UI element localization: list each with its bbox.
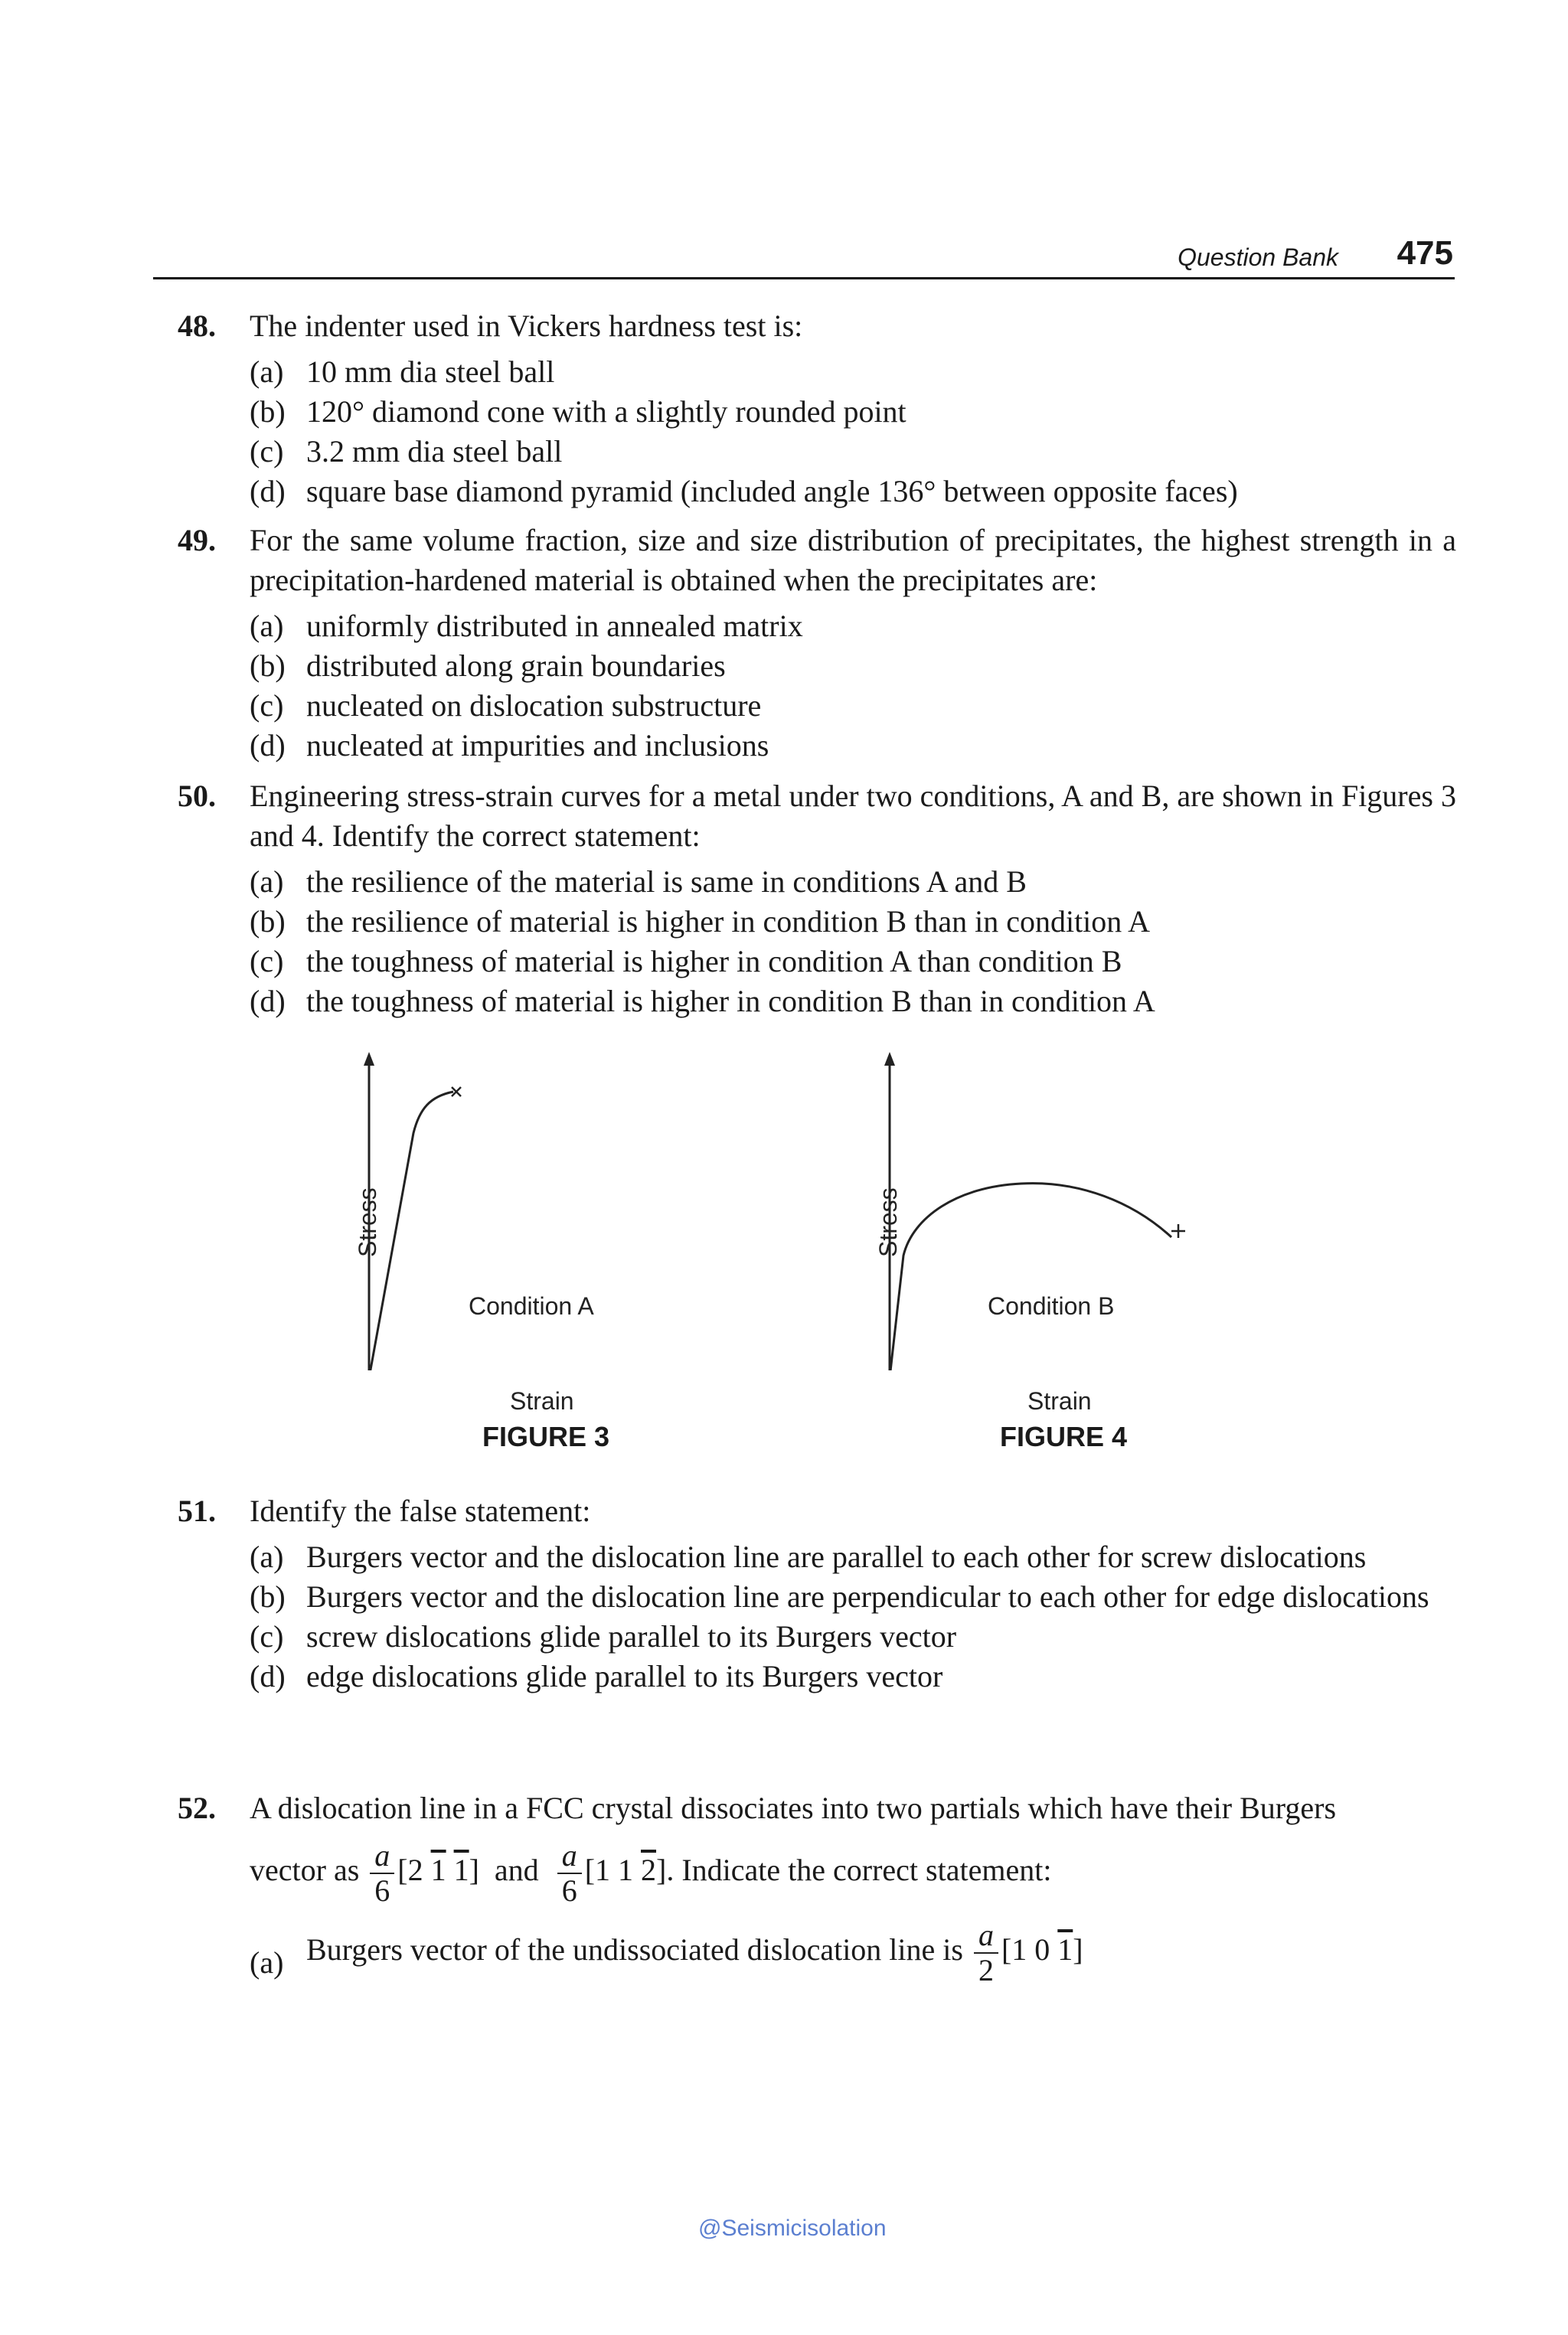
line-suffix: . Indicate the correct statement: [666,1853,1052,1888]
question-49 [178,521,1456,766]
question-51 [178,1491,1456,1697]
option-text: the toughness of material is higher in condition A than condition B [306,944,1122,978]
options-list [250,352,1456,511]
page-number: 475 [1396,234,1453,272]
option-d [250,472,1456,511]
option-label: (a) [250,354,284,389]
option-a [250,862,1456,902]
option-text: 3.2 mm dia steel ball [306,434,563,469]
fracture-mark [1171,1224,1185,1238]
option-b [250,392,1456,432]
page-header [153,230,1455,279]
option-a [250,1537,1456,1577]
figure-3 [329,1049,743,1462]
line-prefix: vector as [250,1853,360,1888]
options-list [250,862,1456,1021]
denominator: 6 [561,1873,577,1908]
option-text: uniformly distributed in annealed matrix [306,609,803,643]
stress-strain-plot-b [850,1049,1279,1370]
option-text: 10 mm dia steel ball [306,354,555,389]
option-text: Burgers vector of the undissociated dislocation line is [306,1932,963,1968]
and-word: and [494,1853,539,1888]
option-label: (d) [250,984,286,1018]
condition-label: Condition A [469,1292,594,1320]
y-axis-arrow [884,1052,895,1066]
running-title: Question Bank [1178,243,1338,271]
option-c [250,1617,1456,1657]
x-axis-label: Strain [510,1387,574,1415]
option-label: (b) [250,648,286,683]
options-list [250,606,1456,766]
option-label: (d) [250,1659,286,1693]
option-text: nucleated at impurities and inclusions [306,728,769,763]
option-label: (b) [250,394,286,429]
question-number: 52. [178,1791,216,1825]
y-axis-arrow [364,1052,374,1066]
fraction-a-over-6-b [557,1839,582,1908]
denominator: 2 [978,1953,994,1987]
option-text: Burgers vector and the dislocation line are perpendicular to each other for edge dislocations [306,1579,1429,1614]
denominator: 6 [374,1873,390,1908]
option-text: edge dislocations glide parallel to its Burgers vector [306,1659,943,1693]
miller-index-1-1-2bar: [1 1 2] [584,1853,667,1888]
option-c [250,942,1456,981]
option-a [250,352,1456,392]
option-text: 120° diamond cone with a slightly rounded point [306,394,906,429]
question-50 [178,776,1456,1021]
option-label: (c) [250,1619,284,1654]
stress-strain-plot-a [329,1049,743,1370]
option-b [250,902,1456,942]
question-48 [178,306,1456,511]
options-list [250,1537,1456,1697]
option-c [250,686,1456,726]
option-a [250,1919,1456,1987]
option-text: the resilience of material is higher in condition B than in condition A [306,904,1150,939]
question-stem: A dislocation line in a FCC crystal dissociates into two partials which have their Burgers [250,1791,1337,1825]
x-axis-label: Strain [1027,1387,1092,1415]
option-d [250,726,1456,766]
question-stem: Identify the false statement: [250,1494,591,1528]
option-d [250,981,1456,1021]
question-52 [178,1788,1456,1987]
numerator: a [557,1839,582,1874]
fraction-a-over-2 [974,1919,998,1987]
question-number: 51. [178,1494,216,1528]
option-text: Burgers vector and the dislocation line are parallel to each other for screw dislocations [306,1540,1367,1574]
option-b [250,646,1456,686]
option-text: the toughness of material is higher in condition B than in condition A [306,984,1155,1018]
option-c [250,432,1456,472]
numerator: a [974,1919,998,1954]
figure-caption: FIGURE 3 [482,1421,610,1452]
y-axis-label: Stress [354,1187,381,1257]
miller-index-2-1bar-1bar: [2 1 1] [397,1853,479,1888]
question-number: 49. [178,523,216,557]
burgers-vector-line [250,1839,1456,1908]
option-text: screw dislocations glide parallel to its Burgers vector [306,1619,957,1654]
option-label: (a) [250,1540,284,1574]
option-a [250,606,1456,646]
question-stem: For the same volume fraction, size and size distribution of precipitates, the highest strength in a precipitation-hardened material is obtained when the precipitates are: [250,523,1456,597]
option-label: (b) [250,904,286,939]
watermark: @Seismicisolation [698,2216,887,2241]
curve-condition-b [890,1184,1171,1370]
option-label: (d) [250,728,286,763]
question-number: 50. [178,779,216,813]
question-number: 48. [178,309,216,343]
y-axis-label: Stress [874,1187,902,1257]
option-label: (c) [250,434,284,469]
options-list [250,1919,1456,1987]
option-label: (d) [250,474,286,508]
option-text: nucleated on dislocation substructure [306,688,762,723]
option-label: (c) [250,688,284,723]
option-label: (c) [250,944,284,978]
question-stem: Engineering stress-strain curves for a metal under two conditions, A and B, are shown in Figures 3 and 4. Identify the correct statement: [250,779,1456,853]
figure-4 [850,1049,1279,1462]
miller-index-1-0-1bar: [1 0 1] [1001,1932,1083,1968]
condition-label: Condition B [988,1292,1115,1320]
option-label: (a) [250,609,284,643]
numerator: a [370,1839,394,1874]
option-d [250,1657,1456,1697]
figure-caption: FIGURE 4 [1000,1421,1128,1452]
option-text: the resilience of the material is same in conditions A and B [306,864,1027,899]
option-label: (a) [250,864,284,899]
option-label: (a) [250,1945,284,1980]
option-text: distributed along grain boundaries [306,648,726,683]
option-label: (b) [250,1579,286,1614]
option-text: square base diamond pyramid (included angle 136° between opposite faces) [306,474,1238,508]
question-stem: The indenter used in Vickers hardness test is: [250,309,803,343]
option-b [250,1577,1456,1617]
fraction-a-over-6 [370,1839,394,1908]
